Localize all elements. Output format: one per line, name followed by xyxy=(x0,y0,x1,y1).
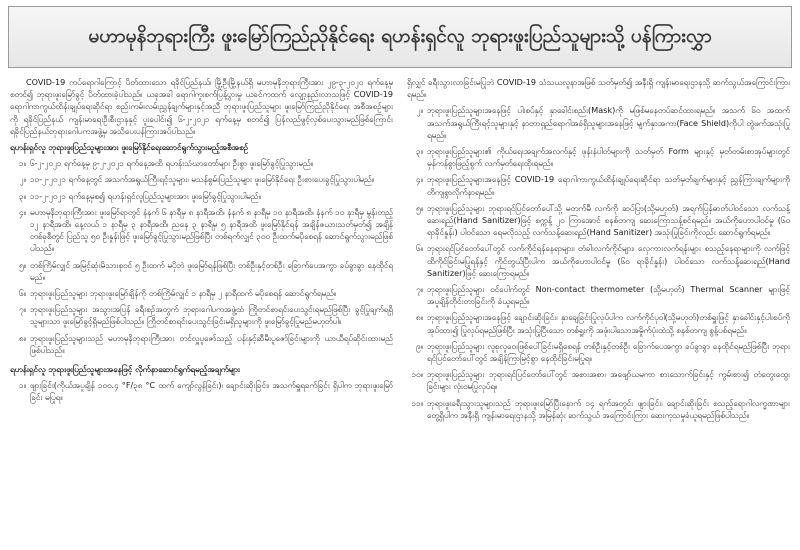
list-item xyxy=(407,202,790,243)
list-item xyxy=(407,397,790,425)
list-item xyxy=(10,190,393,206)
item-number: ၂။ xyxy=(416,105,423,116)
item-text: ၆-၂-၂၀၂၁ ရက်နေ့မှ ၉-၂-၂၀၂၁ ရက်နေ့အထိ ရဟန်းသံဃာတော်များ ဦးစွာ ဖူးမြော်ခွင့်ပြုသွားမည်။ xyxy=(30,158,314,169)
item-number: ၃။ xyxy=(18,190,26,201)
item-number: ၆။ xyxy=(415,243,423,254)
announcement-body xyxy=(10,76,790,544)
item-text: ဖျားခြင်း(ကိုယ်အပူချိန် ၁၀၀.၄ °F/၃၈ °C ထက် ကျော်လွန်ခြင်း)၊ ချောင်းဆိုးခြင်း၊ အသက်ရှူရခက်ခြင်း ရှိပါက ဘုရားဖူးမြော်ခြင်း မပြုရ။ xyxy=(30,380,393,403)
item-number: ၅။ xyxy=(415,202,423,213)
item-text: ၁၁-၂-၂၀၂၁ ရက်နေ့မှစ၍ ရဟန်းရှင်လူပြည်သူများအား ဖူးမြော်ခွင့်ပြုသွားပါမည်။ xyxy=(30,190,262,201)
item-number: ၁၁။ xyxy=(411,397,423,408)
item-number: ၁။ xyxy=(18,380,26,391)
list-item xyxy=(10,157,393,173)
item-text: ဘုရားဖူးပြည်သူများသည် မဟာမုနိဘုရားကြီးအား တင်လှူပူဇော်သည့် ပန်းနှင့်ဆီမီးပူဇော်ခြင်းများကို ယာယီရပ်ဆိုင်းထားမည်ဖြစ်ပါသည်။ xyxy=(30,332,393,355)
item-number: ၉။ xyxy=(415,340,423,351)
item-number: ၄။ xyxy=(415,174,423,185)
list-item xyxy=(407,340,790,368)
list-item xyxy=(10,173,393,189)
list-item xyxy=(407,104,790,145)
item-text: တစ်ကြိမ်လျှင် အမြင့်ဆုံးမိသားစုဝင် ၅ ဦးထက် မပိုဘဲ ဖူးမြော်ရန်ဖြစ်ပြီး တစ်ဦးနှင့်တစ်ဦး ခြောက်ပေအကွာ ခပ်ခွာခွာ နေထိုင်ရမည်။ xyxy=(30,259,393,282)
list-item xyxy=(10,259,393,287)
item-text: ဘုရားဖူးပြည်သူများအနေဖြင့် ပါးစပ်နှင့် နှာခေါင်းစည်း(Mask)ကို မဖြစ်မနေတပ်ဆင်ထားရမည်။ အသက် ၆၀ အထက် အသက်အရွယ်ကြီးရင့်သူများနှင့် နာတာရှည်ရောဂါအခံရှိသူများအနေဖြင့် မျက်နှာအကာ(Face Shield)ကိုပါ တွဲဖက်အသုံးပြုရမည်။ xyxy=(427,105,790,140)
item-text: ဘုရားဖူးပြည်သူများ ဘုရားရင်ပြင်တော်ပေါ်တွင် အစားအစာ၊ အဖျော်ယမကာ စားသောက်ခြင်းနှင့် ကွမ်းစား၍ တံတွေးထွေးခြင်းများ လုံးဝမပြုလုပ်ရ။ xyxy=(427,369,790,392)
announcement-title: မဟာမုနိဘုရားကြီး ဖူးမြော်ကြည်ညိုနိုင်ရေး ရဟန်းရှင်လူ ဘုရားဖူးပြည်သူများသို့ ပန်ကြားလွှာ xyxy=(88,25,712,47)
list-item xyxy=(10,379,393,407)
item-number: ၇။ xyxy=(415,284,423,295)
list-item xyxy=(407,311,790,339)
item-text: ဘုရားဖူးပြည်သူများ ဘုရားဖူးမြော်ချိန်ကို တစ်ကြိမ်လျှင် ၁ နာရီမှ ၂ နာရီထက် မပိုစေရန် ဆောင်ရွက်ရမည်။ xyxy=(30,288,337,299)
item-text: ဘုရားဖူးပြည်သူများ၏ ကိုယ်ရေးအချက်အလက်နှင့် ဖုန်းနံပါတ်များကို သတ်မှတ် Form များနှင့် မှတ်တမ်းစာအုပ်များတွင် မှန်ကန်စွာဖြည့်စွက် လက်မှတ်ရေးထိုးရမည်။ xyxy=(427,146,790,169)
list-item xyxy=(10,287,393,303)
item-text: ဘုရားဖူးပြည်သူများ ဝင်ပေါက်တွင် Non-contact thermometer (သို့မဟုတ်) Thermal Scanner များဖြင့် အပူချိန်တိုင်းတာခြင်းကို ခံယူရမည်။ xyxy=(427,284,790,307)
right-column xyxy=(407,76,790,544)
list-item xyxy=(10,332,393,360)
list-item xyxy=(407,173,790,201)
item-number: ၁။ xyxy=(18,158,26,169)
list-item xyxy=(407,283,790,311)
list-item xyxy=(407,242,790,283)
item-text: ၁၀-၂-၂၀၂၁ ရက်နေ့တွင် အသက်အရွယ်ကြီးရင့်သူများ၊ မသန်စွမ်းပြည်သူများ ဖူးမြော်နိုင်ရေး ဦးစားပေးခွင့်ပြုသွားပါမည်။ xyxy=(30,174,375,185)
list-item xyxy=(10,206,393,259)
section-heading-schedule: ရဟန်းရှင်လူ ဘုရားဖူးပြည်သူများအား ဖူးမြော်နိုင်ရေးဆောင်ရွက်သွားမည့်အစီအစဉ် xyxy=(10,142,249,153)
item-text: ဘုရားဖူးပြည်သူများ ဘုရားရင်ပြင်တော်ပေါ်သို့ မတက်မီ လက်ကို ဆပ်ပြာ(သို့မဟုတ်) အရက်ပြန်ဓာတ်ပါဝင်သော လက်သန့်ဆေးရည်(Hand Sanitizer)ဖြင့် စက္ကန့် ၂၀ ကြာအောင် စနစ်တကျ ဆေးကြောသန့်စင်ရမည်။ အယ်ကိုဟောပါဝင်မှု (၆၀ ရာခိုင်နှုန်း) ပါဝင်သော ရေမလိုသည့် လက်သန့်ဆေးရည်(Hand Sanitizer) အသုံးပြုခြင်းကိုလည်း ဆောင်ရွက်ရမည်။ xyxy=(427,202,790,238)
continued-paragraph: ရှိလျှင် ခရီးသွားလာခြင်းမပြုဘဲ COVID-19 သံသယလူနာအဖြစ် သတ်မှတ်၍ အနီးရှိ ကျန်းမာရေးဌာနသို့ ဆက်သွယ်အကြောင်းကြားရမည်။ xyxy=(407,77,790,100)
item-text: ဘုရားဖူးပြည်သူများအနေဖြင့် COVID-19 ရောဂါကာကွယ်ထိန်းချုပ်ရေးဆိုင်ရာ သတ်မှတ်ချက်များနှင့် ညွှန်ကြားချက်များကို တိကျစွာလိုက်နာရမည်။ xyxy=(427,174,790,197)
item-number: ၁၀။ xyxy=(411,369,423,380)
item-number: ၂။ xyxy=(19,174,26,185)
item-number: ၅။ xyxy=(18,259,26,270)
title-banner xyxy=(8,6,792,68)
item-text: ဘုရားဖူးပြည်သူများ အသွားအပြန် ခရီးစဉ်အတွက် ဘုရားဂေါပကအဖွဲ့ထံ ကြိုတင်စာရင်းပေးသွင်းရမည်ဖြစ်ပြီး ခွင့်ပြုချက်ရရှိသူများသာ ဖူးမြော်ခွင့်ရှိမည်ဖြစ်ပါသည်။ ကြိုတင်စာရင်းပေးသွင်းခြင်းမရှိသူများကို ဖူးမြော်ခွင့်ပြုမည်မဟုတ်ပါ။ xyxy=(30,304,393,327)
item-number: ၆။ xyxy=(18,288,26,299)
list-item xyxy=(407,368,790,396)
left-column xyxy=(10,76,393,544)
item-text: မဟာမုနိဘုရားကြီးအား ဖူးမြော်ရာတွင် နံနက် ၆ နာရီမှ ၈ နာရီအထိ၊ နံနက် ၈ နာရီမှ ၁၀ နာရီအထိ၊ နံနက် ၁၀ နာရီမှ မွန်းတည့် ၁၂ နာရီအထိ၊ နေ့လယ် ၁ နာရီမှ ၃ နာရီအထိ၊ ညနေ ၃ နာရီမှ ၅ နာရီအထိ ဖူးမြော်နိုင်ရန် အချိန်ဇယားသတ်မှတ်၍ အချိန်တစ်ခုစီတွင် ပြည်သူ ၅၀ ဦးနှုန်းဖြင့် ဖူးမြော်ခွင့်ပြုသွားမည်ဖြစ်ပြီး တစ်ရက်လျှင် ၃၀၀ ဦးထက်မပိုစေရန် ဆောင်ရွက်သွားမည်ဖြစ်ပါသည်။ xyxy=(30,206,393,254)
intro-paragraph: COVID-19 ကပ်ရောဂါကြောင့် ပိတ်ထားသော ရခိုင်ပြည်နယ်၊ မြို့ဦးမြို့နယ်ရှိ မဟာမုနိဘုရားကြီးအား ၂၉-၃-၂၀၂၀ ရက်နေ့မှစတင်၍ ဘုရားဖူးမြော်ခွင့် ပိတ်ထားခဲ့ပါသည်။ ယခုအခါ ရောဂါကူးစက်ပြန့်ပွားမှု ယခင်ကထက် လျော့နည်းလာသဖြင့် COVID-19 ရောဂါကာကွယ်ထိန်းချုပ်ရေးဆိုင်ရာ စည်းကမ်းလမ်းညွှန်ချက်များနှင့်အညီ ဘုရားဖူးပြည်သူများ ဖူးမြော်ကြည်ညိုနိုင်ရေး အစီအစဉ်များကို ရခိုင်ပြည်နယ် ကျန်းမာရေးဦးစီးဌာနနှင့် ပူးပေါင်း၍ ၆-၂-၂၀၂၁ ရက်နေ့မှ စတင်၍ ပြန်လည်ဖွင့်လှစ်ပေးသွားမည်ဖြစ်ကြောင်း ရခိုင်ပြည်နယ်ဘုရားဂေါပကအဖွဲ့မှ အသိပေးပန်ကြားအပ်ပါသည်။ xyxy=(10,77,393,136)
item-text: ဘုရားဖူးပြည်သူများအနေဖြင့် ချောင်းဆိုးခြင်း၊ နှာချေခြင်းပြုလုပ်ပါက လက်ကိုင်ပုဝါ(သို့မဟုတ်)တစ်ရှူးဖြင့် နှာခေါင်းနှင့်ပါးစပ်ကို အုပ်ထား၍ ပြုလုပ်ရမည်ဖြစ်ပြီး အသုံးပြုပြီးသော တစ်ရှူးကို အဖုံးပါသောအမှိုက်ပုံးထဲသို့ စနစ်တကျ စွန့်ပစ်ရမည်။ xyxy=(427,312,790,335)
item-text: ဘုရားဖူးခရီးသွားသူများသည် ဘုရားဖူးမြော်ပြီးနောက် ၁၄ ရက်အတွင်း ဖျားခြင်း၊ ချောင်းဆိုးခြင်း စသည့်ရောဂါလက္ခဏာများ တွေ့ရှိပါက အနီးရှိ ကျန်းမာရေးဌာနသို့ အမြန်ဆုံး ဆက်သွယ် အကြောင်းကြား ဆေးကုသမှုခံယူရမည်ဖြစ်ပါသည်။ xyxy=(427,397,790,420)
item-text: ဘုရားဖူးပြည်သူများ လူစုလူဝေးဖြစ်ပေါ်ခြင်းမရှိစေရန် တစ်ဦးနှင့်တစ်ဦး ခြောက်ပေအကွာ ခပ်ခွာခွာ နေထိုင်ရမည်ဖြစ်ပြီး ဘုရားရင်ပြင်တော်ပေါ်တွင် အချိန်ကြာမြင့်စွာ နေထိုင်ခြင်းမပြုရ။ xyxy=(427,340,790,364)
item-number: ၃။ xyxy=(415,146,423,157)
item-number: ၈။ xyxy=(18,332,26,343)
item-number: ၇။ xyxy=(18,304,26,315)
list-item xyxy=(10,303,393,331)
item-text: ဘုရားရင်ပြင်တော်ပေါ်တွင် လက်ကိုင်ရန်နေရာများ၊ တံခါးလက်ကိုင်များ၊ လှေကားလက်ရန်းများ စသည့်နေရာများကို လက်ဖြင့်ထိကိုင်ခြင်းမပြုရန်နှင့် ကိုင်တွယ်ပြီးပါက အယ်ကိုဟောပါဝင်မှု (၆၀ ရာခိုင်နှုန်း) ပါဝင်သော လက်သန့်ဆေးရည်(Hand Sanitizer)ဖြင့် ဆေးကြောရမည်။ xyxy=(427,243,790,278)
list-item xyxy=(407,145,790,173)
item-number: ၈။ xyxy=(415,312,423,323)
item-number: ၄။ xyxy=(18,206,26,217)
section-heading-guidelines: ရဟန်းရှင်လူ ဘုရားဖူးပြည်သူများအနေဖြင့် လိုက်နာဆောင်ရွက်ရမည့်အချက်များ xyxy=(10,364,240,375)
